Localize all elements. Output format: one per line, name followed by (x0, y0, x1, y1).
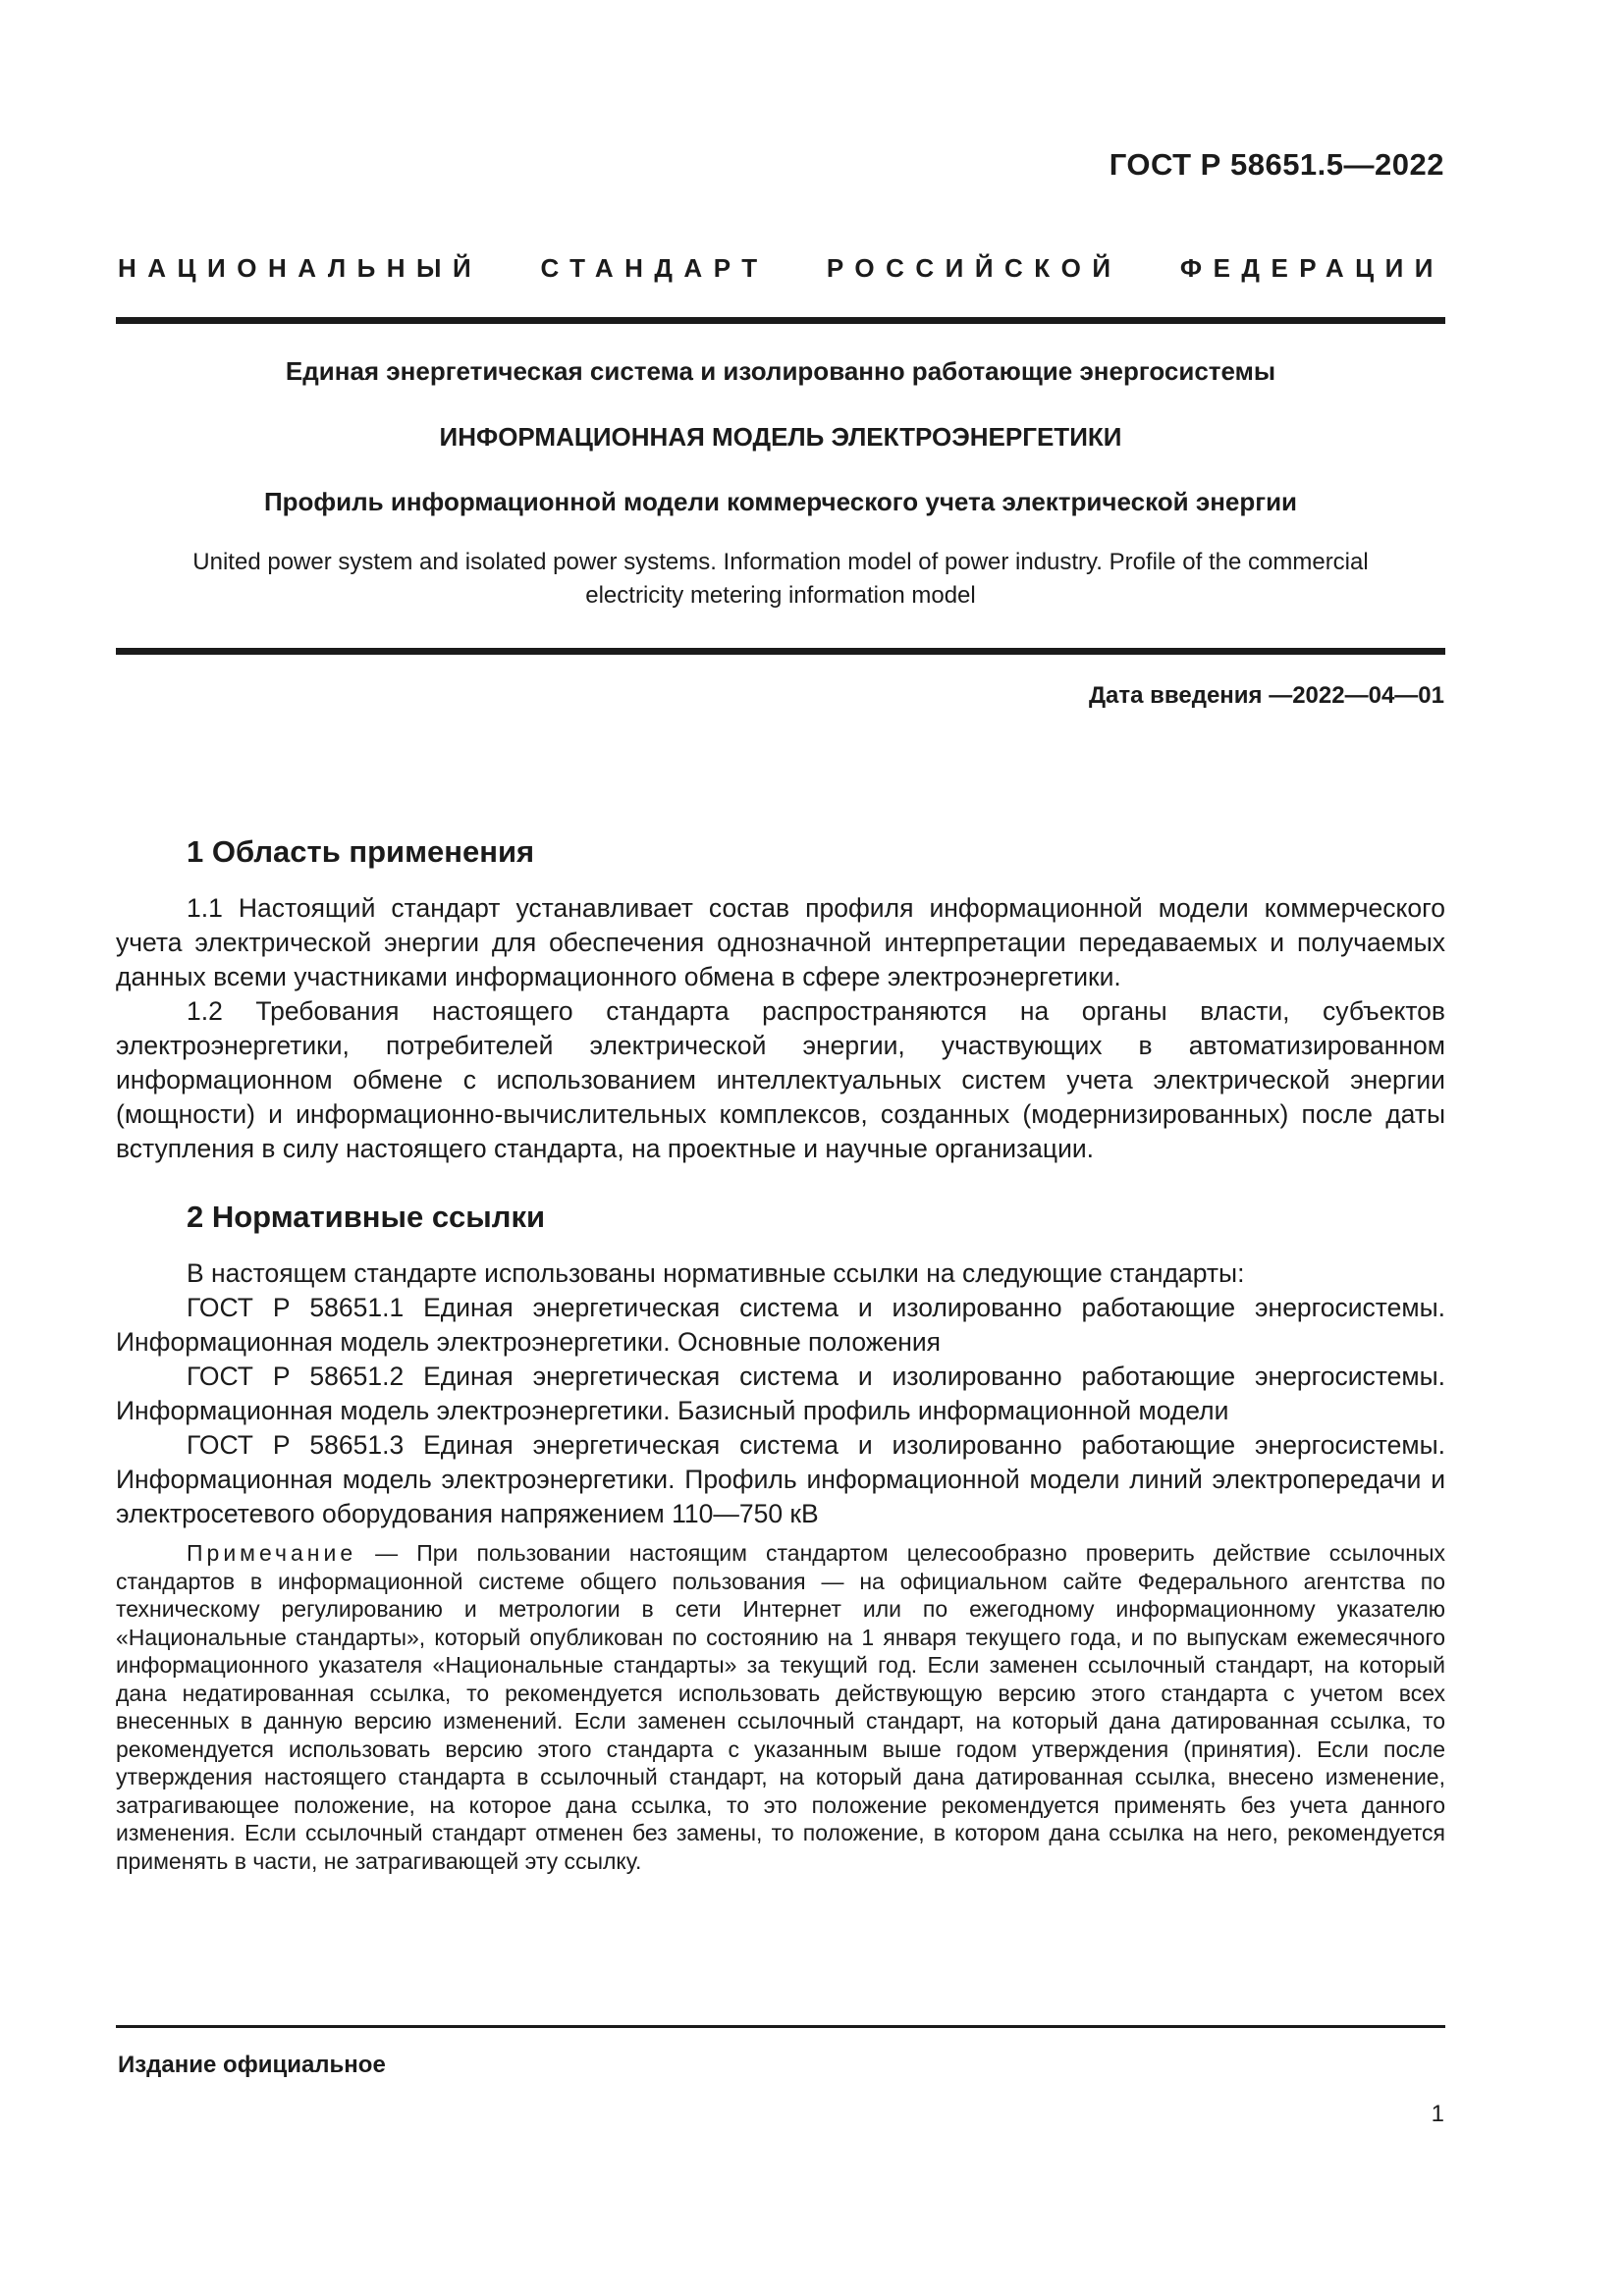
references-intro: В настоящем стандарте использованы нормативные ссылки на следующие стандарты: (187, 1258, 1245, 1288)
section-2-body (116, 1256, 1445, 1531)
title-line-3: Профиль информационной модели коммерческого учета электрической энергии (263, 487, 1298, 516)
note-label: Примечание (187, 1540, 357, 1566)
footer-rule (116, 2025, 1445, 2028)
title-bottom-rule (116, 648, 1445, 655)
note-text: — При пользовании настоящим стандартом целесообразно проверить действие ссылочных стандартов в информационной системе общего пользования — на официальном сайте Федерального агентства по техническому регулированию и метрологии в сети Интернет или по ежегодному информационному указателю «Национальные стандарты», который опубликован по состоянию на 1 января текущего года, и по выпускам ежемесячного информационного указателя «Национальные стандарты» за текущий год. Если заменен ссылочный стандарт, на который дана недатированная ссылка, то рекомендуется использовать действующую версию этого стандарта с учетом всех внесенных в данную версию изменений. Если заменен ссылочный стандарт, на который дана датированная ссылка, то рекомендуется использовать версию этого стандарта с указанным выше годом утверждения (принятия). Если после утверждения настоящего стандарта в ссылочный стандарт, на который дана датированная ссылка, внесено изменение, затрагивающее положение, на которое дана ссылка, то это положение рекомендуется применять без учета данного изменения. Если ссылочный стандарт отменен без замены, то положение, в котором дана ссылка на него, рекомендуется применять в части, не затрагивающей эту ссылку. (116, 1540, 1445, 1874)
page-number: 1 (1431, 2101, 1444, 2127)
paragraph-1-1: 1.1 Настоящий стандарт устанавливает состав профиля информационной модели коммерческого учета электрической энергии для обеспечения однозначной интерпретации передаваемых и получаемых данных всеми участниками информационного обмена в сфере электроэнергетики. (116, 893, 1445, 991)
paragraph-1-2: 1.2 Требования настоящего стандарта распространяются на органы власти, субъектов электроэнергетики, потребителей электрической энергии, участвующих в автоматизированном информационном обмене с использованием интеллектуальных систем учета электрической энергии (мощности) и информационно-вычислительных комплексов, созданных (модернизированных) после даты вступления в силу настоящего стандарта, на проектные и научные организации. (116, 996, 1445, 1163)
reference-58651-3: ГОСТ Р 58651.3 Единая энергетическая система и изолированно работающие энергосистемы. Информационная модель электроэнергетики. Профиль информационной модели линий электропередачи и электросетевого оборудования напряжением 110—750 кВ (116, 1430, 1445, 1528)
introduction-date: Дата введения —2022—04—01 (1088, 682, 1444, 709)
references-note (116, 1539, 1445, 1875)
section-1-body (116, 891, 1445, 1166)
section-1-heading: 1 Область применения (187, 834, 535, 869)
reference-58651-1: ГОСТ Р 58651.1 Единая энергетическая система и изолированно работающие энергосистемы. Информационная модель электроэнергетики. Основные положения (116, 1293, 1445, 1357)
edition-label: Издание официальное (118, 2052, 386, 2078)
top-rule (116, 317, 1445, 324)
title-line-1: Единая энергетическая система и изолированно работающие энергосистемы (285, 356, 1276, 386)
section-2-heading: 2 Нормативные ссылки (187, 1200, 546, 1234)
title-english: United power system and isolated power systems. Information model of power industry. Profile of the commercial electricity metering information model (192, 549, 1369, 609)
document-number: ГОСТ Р 58651.5—2022 (1109, 147, 1444, 182)
national-standard-heading: НАЦИОНАЛЬНЫЙ СТАНДАРТ РОССИЙСКОЙ ФЕДЕРАЦИИ (118, 253, 1444, 283)
reference-58651-2: ГОСТ Р 58651.2 Единая энергетическая система и изолированно работающие энергосистемы. Информационная модель электроэнергетики. Базисный профиль информационной модели (116, 1362, 1445, 1425)
title-line-2: ИНФОРМАЦИОННАЯ МОДЕЛЬ ЭЛЕКТРОЭНЕРГЕТИКИ (439, 422, 1122, 452)
